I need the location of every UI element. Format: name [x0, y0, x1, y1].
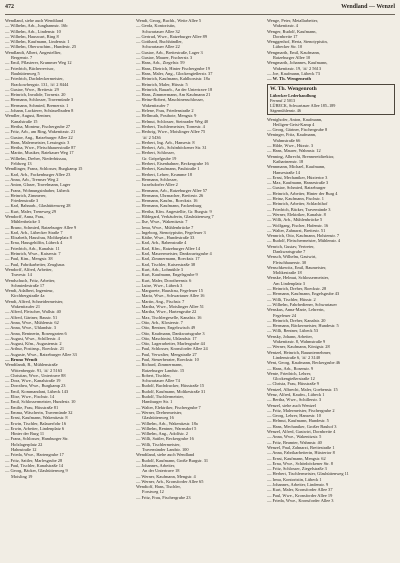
directory-entry: — Anton, Glaser, Travelmann, Lager — [5, 182, 71, 188]
directory-entry: — Herbert, Schlosser, — [136, 150, 175, 156]
directory-entry: Wenschkewitz, Emil, Baumeister, — [267, 264, 327, 270]
directory-entry: — Hertha, Monteur, Fischergrube 27 — [5, 123, 71, 129]
directory-entry: Holzlagerplatz 22 — [11, 441, 43, 447]
directory-entry: — Paul, Verwalter, Mengstraße 27 — [136, 351, 197, 357]
directory-entry: Went, Georg, Kaufmann, Beckergrube 46 — [267, 360, 341, 366]
directory-entry: — Helene, Frau, Friedenstraße 2 — [136, 108, 194, 114]
directory-entry: — Werner, Kaufmann, Mengstr. 4 — [136, 473, 196, 479]
directory-entry: — Anna, Arb., Tremser Weg 2 — [5, 176, 59, 182]
directory-entry: — Paul, Tischler, Kanalstraße 14 — [5, 462, 64, 468]
directory-entry: — Fritz, Arb., am Ring, Wakenitzstr. 21 — [5, 129, 76, 135]
directory-entry: — Karl, Arb., Lübecker Straße 7 — [5, 229, 63, 235]
directory-entry: Gr. Gröpelgrube 19 — [142, 155, 177, 161]
directory-entry: Wente, Friedrich, Lehrer, — [267, 370, 312, 376]
directory-entry: Wendler, August, Rentner, — [5, 113, 52, 119]
directory-entry: — Heinrich, Arbeiter, Hinter der Burg 4 — [267, 190, 338, 196]
directory-entry: — Hildegard, Verkäuferin, Glashüttenweg 7 — [136, 213, 214, 219]
directory-entry: — Max, Kaufmann, Hansestraße 3 — [267, 180, 329, 186]
directory-entry: Wendlinger, Franz, Schlosser, Burgkamp 15 — [5, 166, 83, 172]
directory-entry: Wenning, Albrecht, Brennereidirektor, — [267, 153, 335, 159]
directory-entry: Moisling 19 — [11, 473, 33, 479]
directory-entry: Forstweg 12 — [142, 489, 164, 495]
directory-entry: — Wilhelm, Ang., Adolfstr. 2 — [136, 431, 188, 437]
directory-entry: Heiligen-Geist-Kamp 4 — [273, 121, 315, 127]
directory-entry: — Wilhelm, Arb., Wakenitzstr. 18a — [136, 420, 198, 426]
directory-entry: — Heinrich, Invalide, Tornestr. 20 — [5, 92, 66, 98]
directory-entry: — Dorothea, Wwe., Burgkamp 23 — [5, 383, 66, 389]
directory-entry: — Hans, Arb., Ziegelstr. 59 — [136, 60, 185, 66]
page-header — [5, 4, 395, 15]
directory-entry: Wenrich, Gustav, Vertreter, — [267, 243, 315, 249]
directory-entry: — Fritz, Schlosser, Ziegelstraße 3 — [267, 466, 327, 472]
directory-entry: — Herbert, Arb., Schönböckener Str. 31 — [136, 145, 207, 151]
running-title: Wendland — Wenzel — [341, 4, 395, 10]
directory-entry: — Walter, Elektriker, Fischergrube 7 — [136, 404, 201, 410]
directory-entry: — Hertha, Wwe., Fleischhauerstraße 87 — [5, 145, 76, 151]
directory-entry: Wakenitzufer 21 — [11, 304, 41, 310]
directory-entry: Wendtoff, Hans, Tischler, — [136, 484, 181, 490]
directory-entry: Wennmann, Michael, Kaufmann, — [267, 164, 326, 170]
directory-entry: — Heinrich, Wwe., Kaiserstr. 7 — [5, 251, 61, 257]
directory-entry: — Ilse, Wwe., Wakenitzstr. 7 — [136, 219, 188, 225]
directory-entry: Schwartauer Allee 22 — [142, 44, 180, 50]
directory-entry: — Hans, Zimmermann, Am Kaufmann 21 — [136, 92, 211, 98]
directory-entry: Hamburger Str. 1 — [142, 399, 173, 405]
directory-entry: Wenskus, Anna-Marie, Lehrerin, — [267, 307, 325, 313]
directory-entry: — Herbert, Eisenbahner, Beckergrube 16 — [136, 161, 209, 167]
directory-entry: — Emilie, Frau, Hüxstraße 81 — [5, 404, 59, 410]
directory-entry: Wenge, Peter, Metallarbeiter, — [267, 18, 319, 23]
directory-entry: Feldweg 13 — [11, 161, 32, 167]
directory-entry: ☏ 2 5436 — [142, 134, 161, 140]
directory-entry: — Herbert, Tischlermeister, Tornestr. 4 — [136, 123, 205, 129]
directory-entry: — Erna, Hausgehilfin, Lübeck 4 — [5, 240, 63, 246]
directory-entry: Wensky, Johann, Arbeiter, — [267, 333, 313, 339]
directory-entry: — Gustav, Arb., Breitestraße, Lager 3 — [136, 49, 203, 55]
directory-entry: — Karl, Arb., Fackenburger Allee 23 — [5, 171, 71, 177]
directory-entry: — Georg, Gärtner, Fischergrube 8 — [267, 127, 328, 133]
directory-entry: — Max, Tischlergeselle, Kanalstr. 16 — [136, 314, 202, 320]
directory-entry: — Helmut, Kaufmann, Hundestr. 5 — [267, 418, 329, 424]
directory-entry: An der Untertrave 18 — [142, 468, 180, 474]
directory-entry: — Paul, Schlosser, Kronsforder Allee 24 — [136, 346, 208, 352]
directory-entry: — Hans, Mechaniker, Großer Bauhof 3 — [267, 423, 337, 429]
directory-entry: — Christa, Frau, Hüxstraße 9 — [267, 381, 319, 387]
directory-entry: — August, Kfm., Augustenstr. 2 — [5, 341, 62, 347]
directory-entry: — Werner, Elektriker, Kanalstr. 8 — [267, 211, 326, 217]
directory-entry: — Gertrud, Wwe., Ratzeburger Allee 89 — [136, 33, 208, 39]
directory-entry: — Emil, Schlossermeister, Hundestr. 10 — [5, 399, 76, 405]
directory-entry: — Wilhelm, Rentner, Warnsdorf 5 — [136, 425, 197, 431]
directory-entry: — Heinrich, Maler, Hüxstr. 5 — [136, 81, 188, 87]
directory-entry: Bergenstr. 7 — [11, 55, 33, 61]
directory-entry: — Gustav, Ang., Ratzeburger Allee 22 — [5, 134, 73, 140]
directory-entry: — Johannes, Arbeiter, — [136, 462, 176, 468]
directory-entry: Moltkestraße 18 — [273, 270, 302, 276]
directory-entry: — Franz, Schlosser, Hamburger Str. — [5, 436, 69, 442]
directory-entry: Schwartauer Allee 74 — [142, 378, 180, 384]
directory-entry: — Hans, Dietrich, Hinter Fischergrube 19 — [136, 65, 210, 71]
directory-heading: — Bruno Wendt — [5, 357, 38, 362]
directory-entry: Wenzel, Alfred, Gastwirt, Dornbreite 4 — [267, 429, 336, 435]
directory-entry: Hansestraße 14 — [273, 169, 300, 175]
directory-entry: — Kurt, Maler, Dorotheenstr. 6 — [136, 277, 192, 283]
directory-entry: — Otto, Kaufmann, Dankwartsgrube 3 — [136, 330, 205, 336]
directory-entry: — Kurt, Arb., Lohmühle 3 — [136, 266, 183, 272]
directory-entry: — Paul, Steuerberater, Roeckstr. 10 — [136, 357, 199, 362]
directory-entry: — Kurt, Kaufmann, Engelsgrube 9 — [136, 272, 198, 278]
directory-entry: — August, Wwe., Schillerstr. 4 — [5, 335, 60, 341]
advertisement-line: Fernruf 2 5013 — [270, 97, 296, 103]
directory-entry: — Hans, Maurer, Wahmstr. 12 — [267, 148, 321, 154]
directory-entry: — Paul, Kim., Mengstr. 38 — [5, 256, 53, 262]
directory-entry: — Johann, Lackierer, Schüsselbuden 8 — [5, 108, 74, 114]
directory-entry: — Willi, Tischler, Hüxstr. 2 — [267, 296, 316, 302]
directory-entry: — Hermann, Kaufmann, Fackenburg — [136, 203, 202, 209]
directory-entry: — Rudolf, Buchdrucker, Hüxstraße 15 — [136, 383, 205, 389]
directory-entry: — Kurt, Maler, Treneweg 29 — [5, 208, 57, 214]
directory-entry: — Arthur, Postinsp., Roeckstr. 21 — [5, 346, 65, 352]
directory-entry: — Martin, Ang., Fischstr. 7 — [136, 298, 185, 304]
directory-entry: Wendtland, siehe auch Wendland — [136, 452, 195, 458]
directory-entry: — Herbert, Tischlermeister, Glashüttenweg 11 — [267, 471, 349, 477]
directory-entry: Lindenstraße 6, ☏ 2 3140 — [273, 354, 321, 360]
directory-entry: — Bertha, Wwe., Schillerstr. 3 — [267, 397, 322, 403]
directory-entry: — Alfred, Gärtner, Baustr. 51 — [5, 314, 58, 320]
directory-entry: — Heinrich, Dreher, Roeckstr. 28 — [267, 286, 327, 292]
directory-entry: — Friedrich, Dachdeckermeister, — [5, 76, 64, 82]
directory-entry: — Anna, Wwe., Mühlenstr. 62 — [5, 319, 59, 325]
directory-entry: Bauhüttenweg 5 — [11, 70, 40, 76]
directory-entry: — Otto, Maschinist, Uhlandstr. 17 — [136, 335, 197, 341]
directory-entry: — Karl, Bahnarb., Glashüttenweg 28 — [5, 203, 71, 209]
directory-entry: — Herbert, Ing. Arb., Hansestr. 8 — [136, 139, 195, 145]
directory-entry: — Hermann, Bäckermeister, Hundestr. 5 — [267, 323, 339, 329]
directory-entry: — Ernst, Kaufmann, Wakenitzstr. 8 — [5, 415, 68, 421]
directory-entry: — Wilhelm, Fahrbediener, Schwartauer — [267, 301, 337, 307]
directory-entry: — Herbert, Kaufmann, Paulstraße 1 — [136, 166, 200, 172]
directory-entry: Wakenitzstr. 8, Wahmstraße 9 — [273, 339, 326, 345]
directory-entry: — Wilhelm, Dreher, Niederbüssau, — [5, 155, 67, 161]
directory-entry: — Hans, Malermeister, Lessingstr. 3 — [5, 139, 70, 145]
advertisement-subtitle: Lübecker Lederhandlung — [270, 92, 316, 98]
directory-entry: — Irma, Kontoristin, Lübeck 1 — [267, 476, 322, 482]
directory-entry: — Gustav, Maurer, Fischerstr. 3 — [136, 55, 193, 61]
directory-entry: — Elise, Wwe., Fischstr. 14 — [5, 394, 55, 400]
directory-entry: — Wilhelm, Oberwachtm., Hundestr. 25 — [5, 44, 77, 50]
directory-entry: — Margarete, Hausfrau, Fegefeuer 15 — [136, 288, 203, 294]
directory-entry: Fegefeuer 24 — [273, 312, 297, 318]
directory-entry: — Robert, Tischler, — [136, 372, 171, 378]
directory-entry: — Franz, Wohnungsinhaber, Lübeck — [5, 187, 70, 193]
directory-entry: Wendlandt, Albert, Angestellter, — [5, 49, 62, 55]
directory-entry: — Rudolf, Kaufmann, Moltkestraße 31 — [136, 388, 206, 394]
directory-entry: — Ernst, Kaufmann, Mengstr. 62 — [267, 455, 326, 461]
directory-entry: — Emil, Kommandant, Lübeck 143 — [5, 388, 69, 394]
directory-entry: Wenggenhof, Herta, Stenotypistin, — [267, 39, 328, 45]
directory-entry: Wengmarth, Johannes, Kaufmann, — [267, 60, 328, 66]
directory-column-middle — [136, 18, 264, 503]
directory-entry: — Heinz-Robert, Maschinenschlosser, — [136, 97, 204, 103]
directory-entry: — Karl, Kfm., Ratzeburger Allee 14 — [136, 245, 201, 251]
directory-entry: Ratzeburger Landstr. 15 — [142, 367, 185, 373]
directory-entry: — Friedrich, Bücherrevisor, — [5, 65, 55, 71]
advertisement-title: W. Th. Wengenroth — [270, 85, 317, 92]
directory-entry: — Hermann, Schlosser, Travemünde 3 — [5, 97, 74, 103]
directory-entry: Wendorff, Anna, Frau, — [5, 213, 45, 219]
directory-entry: — Hedwig, Wwe., Moislinger Allee 75 — [136, 129, 206, 135]
directory-entry: Wendorff, Alfred, Arbeiter, — [5, 266, 53, 272]
directory-entry: — Walter, Zahnarzt, Breitestr. 51 — [267, 227, 326, 233]
directory-entry: Am Lindenplatz 3 — [273, 280, 305, 286]
directory-entry: — Friedrich, Bäcker, Travemünde 3 — [267, 206, 331, 212]
directory-entry: Wengmarth, Emil, Kaufmann, — [267, 49, 320, 55]
directory-entry: Travemünder Landstr. 100 — [142, 447, 189, 453]
directory-heading: — W. Th. Wengenroth — [267, 76, 312, 82]
directory-entry: — Hermann, Uhrmacher, Breitestr. 26 — [136, 192, 204, 198]
directory-entry: Ratzeburger Allee 10 — [273, 55, 311, 61]
directory-entry: — Emma, Wäscherin, Travemünde 32 — [5, 409, 73, 415]
directory-entry: — Fritz, Malermeister, Fischergrube 2 — [267, 407, 335, 413]
directory-entry: — Christian, Wwe., Untertrave 88 — [5, 372, 66, 378]
directory-entry: — Gustav, Wwe., Breitestr. 29 — [5, 86, 59, 92]
directory-entry: Wakenitzstr. 19, ☏ 2 5613 — [273, 65, 322, 71]
directory-entry: Wentzel, Albrecht, Maler, Goebenstr. 15 — [267, 386, 338, 392]
directory-entry: — Willi, Sattler, Beckergrube 16 — [136, 436, 194, 442]
directory-entry: — Hermann, Schmied, Bremerstr. 1 — [5, 102, 69, 108]
directory-entry: — Joe, Kaufmann, Lübeck 73 — [267, 70, 320, 76]
directory-entry: — Friedrich, Arb., Kanalstr. 11 — [5, 245, 60, 251]
directory-entry: — Otto, Lagerarbeiter, Marlesgrube 44 — [136, 341, 205, 347]
directory-entry: Wendschuch, Fritz, Arbeiter, — [5, 277, 56, 283]
directory-entry: — Heinrich, Kaufmann, Kahlhorststr. 18a — [136, 76, 210, 82]
directory-entry: — Werner, Arb., Kronsforder Allee 65 — [136, 478, 204, 484]
directory-entry: — Karl, Maurermeister, Dankwartsgrube 4 — [136, 251, 212, 257]
directory-entry: Wittenbergstr. 91, ☏ 2 5163 — [11, 367, 63, 373]
directory-entry: — Werner, Drehermeister, — [136, 409, 183, 415]
directory-entry: — Hans, Maler, Ang., Glockengießerstr. 37 — [136, 70, 213, 76]
directory-entry: Weninger, Fritz, Kaufmann, — [267, 132, 317, 138]
directory-entry: — Hermann, Kaufmann, Engelsgrube 43 — [267, 291, 340, 297]
directory-columns — [5, 18, 395, 503]
directory-entry: Katharinenstr. 18 — [273, 158, 304, 164]
directory-entry: — Martin, Musiker, Ratekauer Weg 17 — [5, 150, 74, 156]
directory-entry: — Helmut, Schlosser, Steinrader Weg 40 — [136, 118, 209, 124]
directory-entry: — Willi, Arb., Mühlenbrücke 5 — [267, 217, 323, 223]
directory-entry: Schwartauer Allee 32 — [142, 28, 180, 34]
directory-entry: — Georg, Lehrer, Hansestr. 10 — [267, 413, 322, 419]
advertisement-line: LÜBECK, Schwartauer Allee 185–189 — [270, 102, 336, 108]
directory-entry: — Martha, Wwe., Hartengrube 22 — [136, 309, 197, 315]
directory-column-left — [5, 18, 133, 503]
directory-entry: — Rudolf, Fleischermeister, Mühlenstr. 4 — [267, 238, 341, 244]
directory-entry: Israelsdorfer Allee 2 — [142, 182, 178, 188]
directory-entry: — Hans, Arb., Rosenstr. 9 — [267, 365, 314, 371]
directory-entry: Travestr. 14 — [11, 272, 32, 278]
directory-entry: — Ingeborg, Stenotypistin, Fegefeuer 3 — [136, 229, 206, 235]
directory-entry: Wendland, siehe auch Wendtland — [5, 18, 64, 23]
directory-entry: — Gerda, Kontoristin, — [136, 23, 176, 29]
directory-entry: — Auguste, Wwe., Ratzeburger Allee 33 — [5, 351, 77, 357]
directory-entry: — Heinz, Kaufmann, Fischstr. 1 — [267, 196, 324, 202]
directory-entry: Brackowbergstr. 131, ☏ 2 8444 — [11, 81, 69, 87]
directory-entry: — Karl, Arb., Rabenstraße 4 — [136, 240, 187, 246]
directory-entry: — Elisabeth, Hausfrau, Moltkeplatz 8 — [5, 235, 72, 241]
directory-entry: — Werner, Kaufmann, Königstr. 28 — [267, 344, 330, 350]
directory-entry: — Anna, Rentnerin, Rosengarten 6 — [5, 330, 67, 336]
directory-entry: — Hertha, Kfm. Angestellte, Gr. Burgstr. 9 — [136, 208, 212, 214]
directory-entry: Wenzel, siehe auch Wentzel — [267, 402, 316, 408]
directory-entry: Wakenitzufer 7 — [142, 102, 169, 108]
directory-entry: — Luise, Wwe., Lübeck 3 — [136, 282, 183, 288]
directory-entry: — Paul, Fabrikarbeiter, Zeughaus — [5, 261, 65, 267]
directory-entry: — Fritz, Sattler, Marlesgrube 28 — [5, 457, 63, 463]
directory-entry: — Hilde, Wwe., Hüxstr. 3 — [267, 143, 314, 149]
directory-entry: — Wilhelm, Arb., Lindenstr. 10 — [5, 28, 61, 34]
directory-entry: — Bruno, Schmied, Ratzeburger Allee 9 — [5, 224, 77, 230]
directory-entry: — Gustav, Schmied, Ratzeburger — [267, 185, 326, 191]
directory-entry: Friedenstraße 3 — [11, 198, 39, 204]
directory-entry: Kirchbergstraße 4a — [11, 293, 45, 299]
directory-entry: — Maria, Wwe., Schwartauer Allee 16 — [136, 293, 205, 299]
directory-entry: — Rudolf, Tischlermeister, — [136, 394, 184, 400]
directory-entry: — Heinrich, Bauarb., An der Untertrave 18 — [136, 86, 213, 92]
directory-entry: — Anna, Wwe., Wakenitzstr. 5 — [267, 434, 322, 440]
directory-entry: — Wilhelm, Hauswart, Ring 8 — [5, 33, 59, 39]
directory-entry: Glockengießerstraße 12 — [273, 376, 315, 382]
directory-entry: — Georg, Bäcker, Glashüttenweg 9 — [5, 468, 68, 474]
directory-entry: Hinter der Burg 11 — [11, 431, 45, 437]
directory-entry: Lübecker Str. 10 — [273, 44, 303, 50]
directory-entry: — Frieda, Wwe., Hartengrube 17 — [5, 452, 64, 458]
directory-entry: — Karl, Zimmermann, Roeckstr. 17 — [136, 256, 200, 262]
directory-entry: Wenighofer, Anton, Kaufmann, — [267, 116, 323, 122]
directory-entry: — Heinrich, Arbeiter, Schlachthof — [267, 201, 328, 207]
advertisement-box — [267, 84, 395, 115]
directory-entry: — Wolfgang, Fischer, Hafenstr. 16 — [267, 222, 329, 228]
directory-entry: Wendt, Adalbert, Ingenieur, — [5, 288, 54, 294]
directory-entry: Wahmstraße 66 — [273, 137, 301, 143]
directory-entry: — Fritz, Beamter, Wahmstr. 40 — [267, 439, 322, 445]
directory-entry: Wenzel, Paul, Zahnarzt, Breitestraße 1 — [267, 444, 335, 450]
directory-entry: Mühlenbrücke 3 — [11, 219, 40, 225]
directory-entry: Hahnstraße 12 — [11, 447, 37, 453]
page-number: 472 — [5, 4, 14, 10]
directory-entry: — Erwin, Tischler, Balauerfohr 16 — [5, 420, 67, 426]
directory-entry: Wakenitzstr. 4 — [273, 23, 299, 29]
directory-entry: — Otto, Arb., Klosterstr. 7 — [136, 319, 183, 325]
directory-entry: — Johannes, Arbeiter, Lindenstr. 9 — [267, 482, 329, 488]
directory-entry: — Gotthard, Buchhändler, — [136, 39, 183, 45]
directory-entry: — Herbert, Lehrer, Krumme 18 — [136, 171, 192, 177]
directory-entry: — Erna, Wwe., Schönböckener Str. 8 — [267, 460, 333, 466]
directory-entry: — Martha, Wwe., Moislinger Allee 51 — [136, 304, 204, 310]
directory-entry: Schmiedestraße 17 — [11, 282, 45, 288]
directory-entry: Wensch, Wilhelm, Gastwirt, — [267, 254, 317, 260]
directory-entry: — Alfred, Fleischer, Wallstr. 40 — [5, 309, 61, 315]
advertisement-line: Sägemühlenstr. 46 — [270, 107, 301, 113]
directory-entry: — Heinrich, Zimmerer, — [5, 192, 47, 198]
directory-entry: — Willi, Tischlermeister, — [136, 441, 181, 447]
directory-entry: — Dora, Wwe., Kanalstraße 19 — [5, 378, 61, 384]
directory-entry: — Wilhelm, Kaufmann, Lindenstr. 1 — [5, 39, 70, 45]
directory-entry: — Willi, Rentner, Lübeck 53 — [267, 328, 319, 334]
directory-entry: Kanalstraße 15 — [11, 118, 38, 124]
directory-entry: — Ernst, Mechaniker, Hüxtertor 3 — [267, 174, 328, 180]
directory-entry: — Paul, Wwe., Kronsforder Allee 19 — [267, 492, 333, 498]
directory-entry: Wendt, Alfred, Schneidermeister, — [5, 298, 64, 304]
directory-entry: Wenger, Rudolf, Kaufmann, — [267, 28, 317, 34]
directory-entry: Wennrich, Otto, Kaufmann, Holstenstr. 7 — [267, 233, 340, 239]
directory-entry: — Anna, Fabrikarbeiterin, Hüxtertor 8 — [267, 450, 335, 456]
directory-entry: — Frieda, Wwe., Kronsforder Allee 3 — [267, 497, 334, 503]
directory-entry: — Erwin, Arbeiter, Lindenplatz 6 — [5, 425, 65, 431]
directory-entry: Wenske, Helmut, Schlossermeister, — [267, 275, 330, 281]
directory-entry: — Kurt, Maler, Kronsforder Allee 37 — [267, 487, 333, 493]
directory-entry: — Hellmuth, Postbote, Mengstr. 9 — [136, 113, 197, 119]
directory-entry: Wendtlandt, B., Mühlenstraße — [5, 362, 58, 368]
directory-entry: Dankwartsgrube 7 — [273, 248, 306, 254]
directory-entry: — Rudolf, Kaufmann, Große Burgstr. 31 — [136, 457, 209, 463]
directory-entry: — Anna, Wwe., Uhlandstr. 3 — [5, 325, 56, 331]
directory-entry: — Hermann, Kaufm., Roeckstr. 16 — [136, 198, 198, 204]
directory-entry: — Richard, Zimmermann, — [136, 362, 183, 368]
directory-column-right — [267, 18, 395, 503]
directory-entry: Wenz, Alfred, Kaufm., Lübeck 1 — [267, 392, 325, 397]
directory-entry: — Irma, Wwe., Mühlenbrücke 7 — [136, 224, 194, 230]
directory-entry: Glashüttenweg 16 — [142, 415, 174, 421]
directory-entry: — Käthe, Wwe., Hundestraße 33 — [136, 235, 195, 241]
directory-entry: — Wilhelm, Arb., Junghannstr. 16b — [5, 23, 68, 29]
directory-entry: — Otto, Rentner, Engelswisch 49 — [136, 325, 196, 331]
directory-entry: — Karl, Tischler, Kaiserstraße 38 — [136, 261, 196, 267]
directory-entry: — Hermann, Arb., Ratzeburger Allee 57 — [136, 187, 208, 193]
directory-entry: — Heinrich, Dreher, Kanalstr. 20 — [267, 317, 326, 323]
directory-entry: — Hermann, Schlosser, — [136, 176, 178, 182]
directory-entry: — Emil, Pflasterer, Krummer Weg 12 — [5, 60, 72, 66]
directory-entry: Wendt, Georg, Buchh., Weite Allee 5 — [136, 18, 202, 23]
directory-entry: Dornbreite 17 — [273, 33, 298, 39]
directory-entry: Wentzel, Heinrich, Bauunternehmer, — [267, 349, 332, 355]
directory-entry: — Fritz, Frau, Fischergrube 23 — [136, 494, 191, 500]
directory-entry: Fleischhauerstr. 30 — [273, 259, 307, 265]
